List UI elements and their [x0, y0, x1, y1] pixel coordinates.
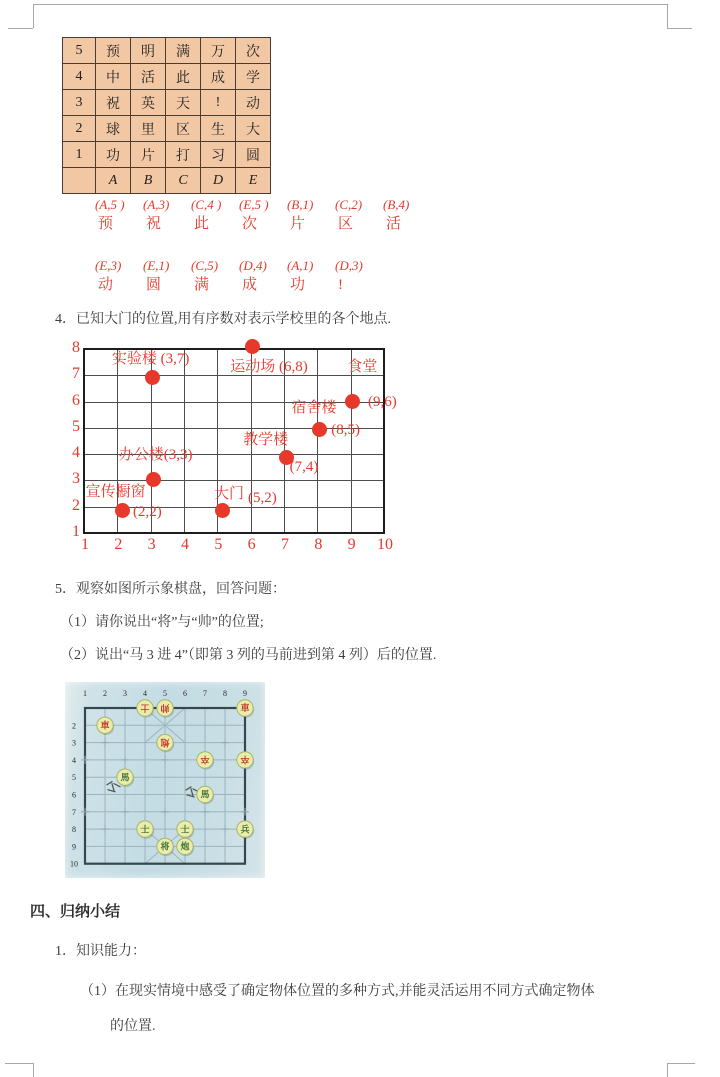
- chart-label: 实验楼 (3,7): [111, 350, 190, 367]
- chart-label: (9,6): [367, 393, 397, 410]
- decode-column: [335, 258, 383, 294]
- chart-label: 大门: [213, 485, 245, 502]
- decoded-char: 预: [98, 216, 114, 232]
- x-axis-tick-label: 4: [181, 536, 189, 553]
- question-5-sub1: （1）请你说出“将”与“帅”的位置;: [60, 615, 264, 630]
- cipher-cell: 学: [236, 64, 271, 90]
- x-axis-tick-label: 8: [314, 536, 323, 553]
- coordinate-pair: (A,3): [143, 197, 170, 212]
- cipher-row-number: 3: [63, 90, 96, 116]
- x-axis-tick-label: 6: [247, 536, 256, 553]
- coordinate-pair: (E,3): [95, 258, 122, 273]
- decode-column: [239, 197, 287, 233]
- cipher-cell: 大: [236, 116, 271, 142]
- cipher-table: [62, 37, 271, 194]
- y-axis-tick-label: 1: [72, 523, 80, 540]
- coordinate-pair: (C,5): [191, 258, 219, 273]
- decoded-char: 满: [194, 277, 210, 293]
- cipher-row-number: 5: [63, 38, 96, 64]
- chart-point: [245, 339, 260, 354]
- board-row-label: 10: [70, 859, 78, 869]
- chess-piece: [157, 734, 174, 752]
- chart-label: 运动场 (6,8): [230, 359, 308, 376]
- coordinate-pair: (C,4 ): [191, 197, 222, 212]
- decoded-char: 活: [386, 216, 402, 232]
- text-boundary-bottom-left-stub: [5, 1063, 33, 1064]
- cipher-cell: 功: [96, 142, 131, 168]
- piece-character: 馬: [200, 789, 210, 800]
- decoded-char: 祝: [146, 216, 162, 232]
- piece-character: 炮: [160, 737, 170, 748]
- piece-character: 卒: [200, 754, 210, 765]
- x-axis-tick-label: 1: [81, 536, 89, 553]
- y-axis-tick-label: 5: [72, 417, 80, 435]
- cipher-cell: 预: [96, 38, 131, 64]
- cipher-row: [63, 38, 271, 64]
- question-5-text: 5．观察如图所示象棋盘，回答问题：: [55, 582, 286, 597]
- chess-piece: [177, 821, 194, 839]
- cipher-cell: E: [236, 168, 271, 194]
- board-svg: [65, 682, 265, 878]
- cipher-cell: 此: [166, 64, 201, 90]
- cipher-cell: C: [166, 168, 201, 194]
- chess-piece: [237, 821, 254, 839]
- cipher-cell: 区: [166, 116, 201, 142]
- board-row-label: 7: [72, 807, 76, 817]
- text-boundary-top-right-stub: [667, 28, 692, 29]
- chart-label: (8,5): [331, 422, 361, 439]
- decoded-char: 功: [290, 277, 306, 293]
- chess-piece: [197, 786, 214, 804]
- cipher-cell: 动: [236, 90, 271, 116]
- piece-character: 兵: [240, 824, 250, 835]
- chess-piece: [157, 700, 174, 718]
- cipher-cell: 中: [96, 64, 131, 90]
- decode-column: [287, 197, 335, 233]
- decoded-char: 成: [242, 277, 258, 293]
- chart-label: (2,2): [132, 504, 162, 521]
- ink-scribble: [107, 782, 120, 792]
- cipher-row: [63, 64, 271, 90]
- cipher-cell: 活: [131, 64, 166, 90]
- cipher-cell: 天: [166, 90, 201, 116]
- board-col-label: 7: [203, 689, 207, 698]
- decode-column: [191, 258, 239, 294]
- cipher-cell: 打: [166, 142, 201, 168]
- cipher-cell: 球: [96, 116, 131, 142]
- chess-piece: [117, 769, 134, 787]
- decode-column: [287, 258, 335, 294]
- decoded-char: 圆: [146, 277, 162, 293]
- cipher-cell: D: [201, 168, 236, 194]
- coordinate-pair: (E,1): [143, 258, 170, 273]
- cipher-cell: 次: [236, 38, 271, 64]
- board-col-label: 6: [183, 689, 187, 698]
- cipher-cell: 习: [201, 142, 236, 168]
- coordinate-pair: (C,2): [335, 197, 363, 212]
- chess-piece: [237, 700, 254, 718]
- y-axis-tick-label: 6: [72, 391, 80, 409]
- chart-label: 教学楼: [243, 431, 289, 448]
- chart-label: 宣传橱窗: [85, 484, 146, 501]
- summary-sub1b: 的位置.: [110, 1019, 156, 1034]
- chess-piece: [97, 717, 114, 735]
- text-boundary-top-left: [33, 4, 34, 28]
- piece-character: 馬: [120, 772, 130, 783]
- coordinate-pair: (A,5 ): [95, 197, 125, 212]
- board-col-label: 5: [163, 689, 167, 698]
- cipher-cell: B: [131, 168, 166, 194]
- x-axis-tick-label: 7: [281, 536, 289, 553]
- decode-column: [95, 197, 143, 233]
- x-axis-tick-label: 2: [114, 536, 123, 553]
- question-4-text: 4．已知大门的位置,用有序数对表示学校里的各个地点.: [55, 312, 391, 327]
- board-row-label: 6: [72, 790, 76, 800]
- summary-sub1: （1）在现实情境中感受了确定物体位置的多种方式,并能灵活运用不同方式确定物体: [80, 984, 595, 999]
- y-axis-tick-label: 7: [72, 365, 80, 383]
- decode-column: [335, 197, 383, 233]
- chart-label: (7,4): [289, 459, 319, 476]
- board-col-label: 4: [143, 689, 147, 698]
- cipher-row: [63, 116, 271, 142]
- cipher-cell: 生: [201, 116, 236, 142]
- cipher-cell: 万: [201, 38, 236, 64]
- y-axis-tick-label: 3: [72, 470, 80, 488]
- piece-character: 士: [180, 824, 190, 835]
- cipher-cell: !: [201, 90, 236, 116]
- board-col-label: 1: [83, 689, 87, 698]
- piece-character: 車: [100, 720, 110, 731]
- coordinate-pair: (A,1): [287, 258, 314, 273]
- decoded-char: 次: [242, 216, 258, 232]
- coordinate-pair: (D,3): [335, 258, 363, 273]
- chart-point: [115, 503, 130, 518]
- summary-heading: 四、归纳小结: [30, 904, 121, 920]
- board-col-label: 8: [223, 689, 227, 698]
- cipher-cell: 满: [166, 38, 201, 64]
- x-axis-tick-label: 9: [347, 536, 356, 553]
- cipher-cell: 圆: [236, 142, 271, 168]
- decoded-char: !: [338, 277, 343, 293]
- chess-piece: [137, 821, 154, 839]
- board-col-label: 9: [243, 689, 247, 698]
- chart-label: 办公楼(3,3): [118, 447, 193, 464]
- y-axis-tick-label: 8: [72, 339, 80, 356]
- cipher-table-wrap: [62, 37, 271, 194]
- decode-column: [143, 258, 191, 294]
- question-5-sub2: （2）说出“马 3 进 4”（即第 3 列的马前进到第 4 列）后的位置.: [60, 648, 437, 663]
- board-col-label: 2: [103, 689, 107, 698]
- chess-piece: [137, 700, 154, 718]
- chart-label: 宿舍楼: [291, 400, 337, 417]
- cipher-row: [63, 90, 271, 116]
- chess-piece: [157, 838, 174, 856]
- cipher-cell: 片: [131, 142, 166, 168]
- cipher-cell: 祝: [96, 90, 131, 116]
- board-row-label: 9: [72, 842, 76, 852]
- coordinate-pair: (B,1): [287, 197, 314, 212]
- decoded-char: 动: [98, 277, 114, 293]
- cipher-row: [63, 142, 271, 168]
- x-axis-tick-label: 10: [377, 536, 393, 553]
- y-axis-tick-label: 4: [72, 444, 80, 462]
- piece-character: 将: [160, 841, 170, 852]
- x-axis-tick-label: 3: [147, 536, 156, 553]
- cipher-cell: 成: [201, 64, 236, 90]
- decode-column: [191, 197, 239, 233]
- coordinate-pair: (E,5 ): [239, 197, 269, 212]
- coordinate-pair: (D,4): [239, 258, 267, 273]
- text-boundary-bottom-right: [667, 1063, 668, 1077]
- decode-line2: [95, 258, 383, 294]
- piece-character: 士: [140, 824, 150, 835]
- text-boundary-top-left-stub: [8, 28, 33, 29]
- decode-column: [143, 197, 191, 233]
- decoded-char: 区: [338, 216, 354, 232]
- cipher-cell: 里: [131, 116, 166, 142]
- piece-character: 卒: [240, 754, 250, 765]
- chess-piece: [197, 752, 214, 770]
- cipher-row-number: 2: [63, 116, 96, 142]
- board-col-label: 3: [123, 689, 127, 698]
- summary-item1: 1．知识能力：: [55, 944, 146, 959]
- chart-point: [146, 472, 161, 487]
- decode-column: [383, 197, 431, 233]
- board-row-label: 5: [72, 773, 76, 783]
- coordinate-chart: [68, 339, 413, 561]
- board-row-label: 8: [72, 825, 76, 835]
- y-axis-tick-label: 2: [72, 496, 80, 514]
- xiangqi-board-photo: [65, 682, 265, 878]
- decode-column: [95, 258, 143, 294]
- cipher-cell: 明: [131, 38, 166, 64]
- cipher-row-number: 4: [63, 64, 96, 90]
- decoded-char: 片: [290, 216, 306, 232]
- chart-point: [215, 503, 230, 518]
- cipher-row: [63, 168, 271, 194]
- decoded-char: 此: [194, 216, 210, 232]
- chart-point: [145, 370, 160, 385]
- chart-label: 食堂: [347, 359, 378, 376]
- piece-character: 士: [140, 702, 150, 713]
- decode-line1: [95, 197, 431, 233]
- cipher-row-number: [63, 168, 96, 194]
- piece-character: 車: [240, 703, 250, 714]
- coordinate-pair: (B,4): [383, 197, 410, 212]
- cipher-cell: A: [96, 168, 131, 194]
- board-row-label: 4: [72, 755, 76, 765]
- board-row-label: 2: [72, 721, 76, 731]
- text-boundary-top: [33, 4, 667, 5]
- chess-piece: [177, 838, 194, 856]
- text-boundary-bottom-right-stub: [667, 1063, 695, 1064]
- decode-column: [239, 258, 287, 294]
- chess-piece: [237, 752, 254, 770]
- piece-character: 帅: [160, 702, 170, 713]
- board-row-label: 3: [72, 738, 76, 748]
- x-axis-tick-label: 5: [214, 536, 223, 553]
- cipher-row-number: 1: [63, 142, 96, 168]
- text-boundary-top-right: [667, 4, 668, 28]
- piece-character: 炮: [180, 841, 190, 852]
- cipher-cell: 英: [131, 90, 166, 116]
- text-boundary-bottom-left: [33, 1063, 34, 1077]
- chart-label: (5,2): [247, 490, 277, 507]
